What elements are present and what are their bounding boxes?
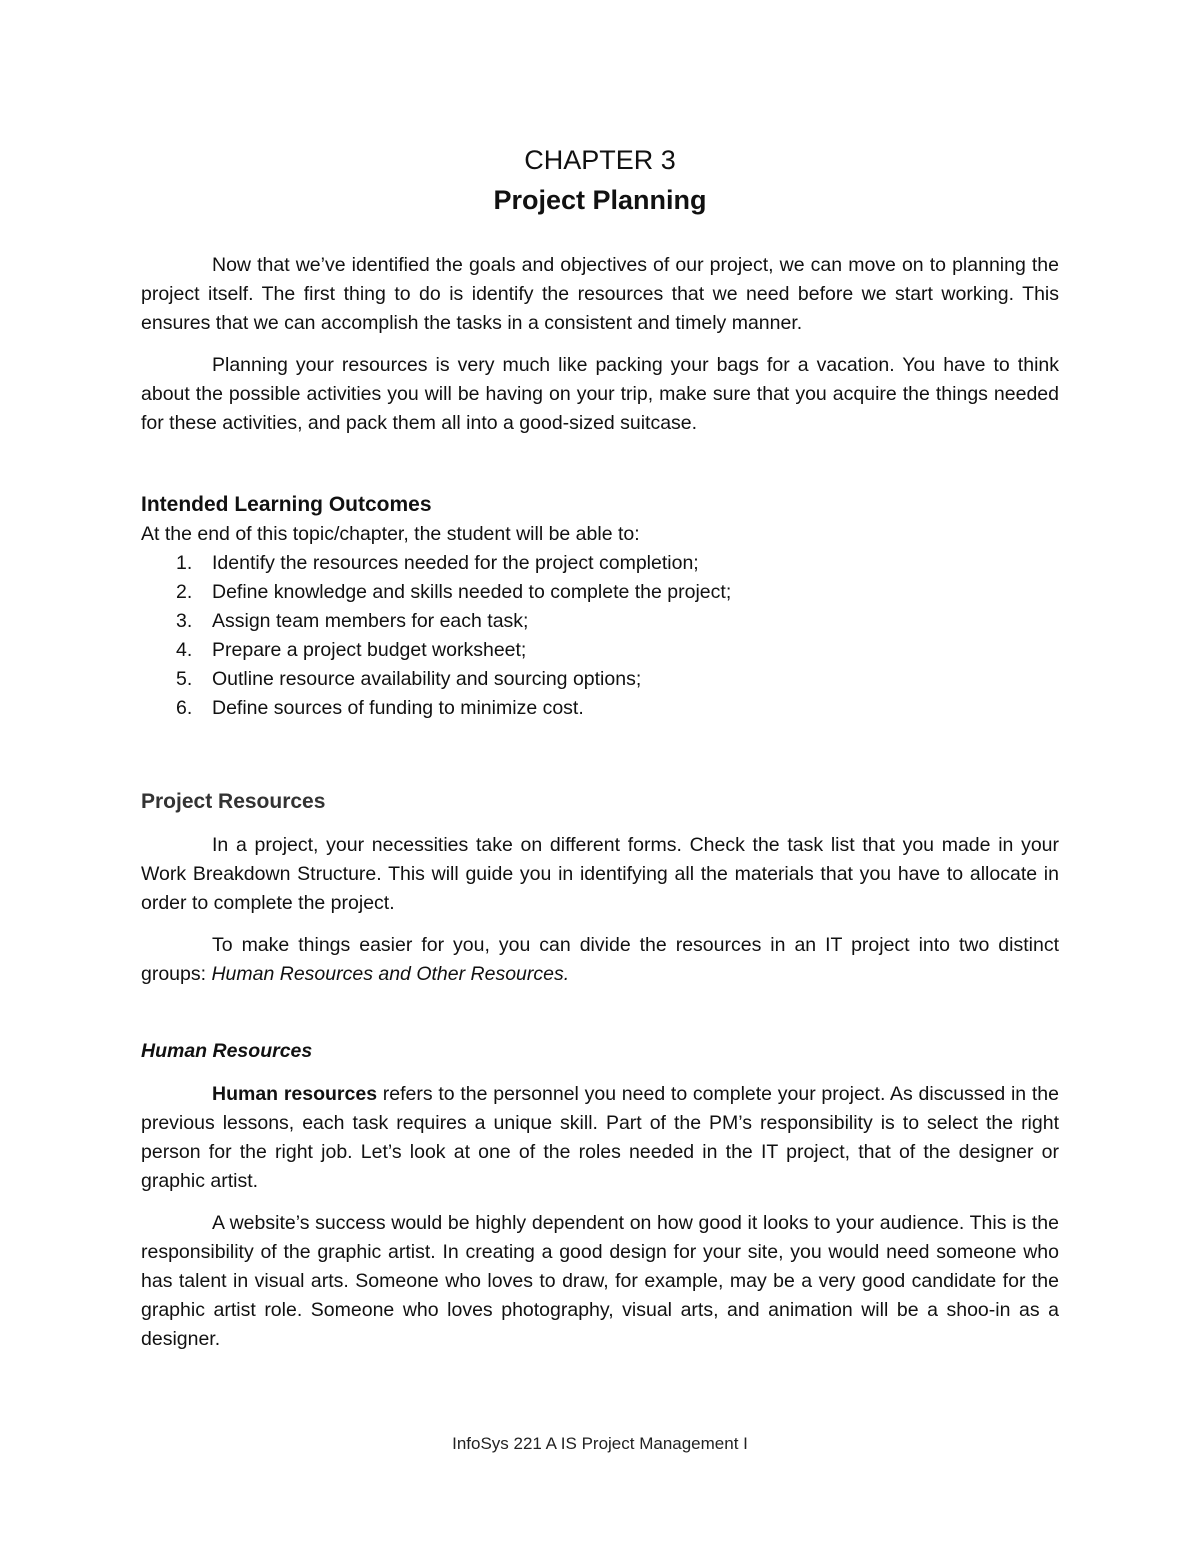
resources-paragraph-2 <box>141 931 1059 989</box>
human-resources-heading: Human Resources <box>141 1040 313 1062</box>
intro-paragraph-2: Planning your resources is very much like packing your bags for a vacation. You have to think about the possible activities you will be having on your trip, make sure that you acquire the things needed for these activities, and pack them all into a good-sized suitcase. <box>141 354 1059 434</box>
list-item-number: 1. <box>176 552 193 574</box>
chapter-number: CHAPTER 3 <box>524 145 676 175</box>
chapter-title: Project Planning <box>493 185 707 215</box>
list-item-text: Prepare a project budget worksheet; <box>212 639 527 661</box>
list-item <box>141 665 1059 694</box>
human-paragraph-1-text: refers to the personnel you need to complete your project. As discussed in the previous lessons, each task requires a unique skill. Part of the PM’s responsibility is to select the right person for the right job. Let’s look at one of the roles needed in the IT project, that of the designer or graphic artist. <box>141 1083 1059 1192</box>
list-item-text: Outline resource availability and sourcing options; <box>212 668 642 690</box>
resources-heading: Project Resources <box>141 790 326 813</box>
outcomes-lead: At the end of this topic/chapter, the student will be able to: <box>141 523 640 545</box>
human-paragraph-2: A website’s success would be highly dependent on how good it looks to your audience. This is the responsibility of the graphic artist. In creating a good design for your site, you would need someone who has talent in visual arts. Someone who loves to draw, for example, may be a very good candidate for the graphic artist role. Someone who loves photography, visual arts, and animation will be a shoo-in as a designer. <box>141 1212 1059 1350</box>
list-item-number: 5. <box>176 668 193 690</box>
human-resources-term: Human resources <box>212 1083 378 1105</box>
list-item-text: Define knowledge and skills needed to complete the project; <box>212 581 732 603</box>
list-item-text: Identify the resources needed for the project completion; <box>212 552 699 574</box>
outcomes-heading: Intended Learning Outcomes <box>141 493 432 516</box>
resource-groups-emphasis: Human Resources and Other Resources. <box>211 963 570 985</box>
intro-paragraph-1: Now that we’ve identified the goals and objectives of our project, we can move on to planning the project itself. The first thing to do is identify the resources that we need before we start working. This ensures that we can accomplish the tasks in a consistent and timely manner. <box>141 254 1059 334</box>
list-item-number: 4. <box>176 639 193 661</box>
list-item <box>141 578 1059 607</box>
list-item-text: Define sources of funding to minimize cost. <box>212 697 584 719</box>
page-footer: InfoSys 221 A IS Project Management I <box>452 1434 748 1453</box>
list-item-text: Assign team members for each task; <box>212 610 529 632</box>
list-item-number: 2. <box>176 581 193 603</box>
list-item <box>141 694 1059 723</box>
resources-paragraph-2-text: To make things easier for you, you can divide the resources in an IT project into two distinct groups: <box>141 934 1059 985</box>
list-item <box>141 636 1059 665</box>
outcomes-list <box>141 549 1059 723</box>
list-item <box>141 607 1059 636</box>
list-item-number: 3. <box>176 610 193 632</box>
list-item-number: 6. <box>176 697 193 719</box>
human-paragraph-1 <box>141 1080 1059 1196</box>
list-item <box>141 549 1059 578</box>
resources-paragraph-1: In a project, your necessities take on different forms. Check the task list that you made in your Work Breakdown Structure. This will guide you in identifying all the materials that you have to allocate in order to complete the project. <box>141 834 1059 914</box>
page-content <box>141 140 1059 1354</box>
